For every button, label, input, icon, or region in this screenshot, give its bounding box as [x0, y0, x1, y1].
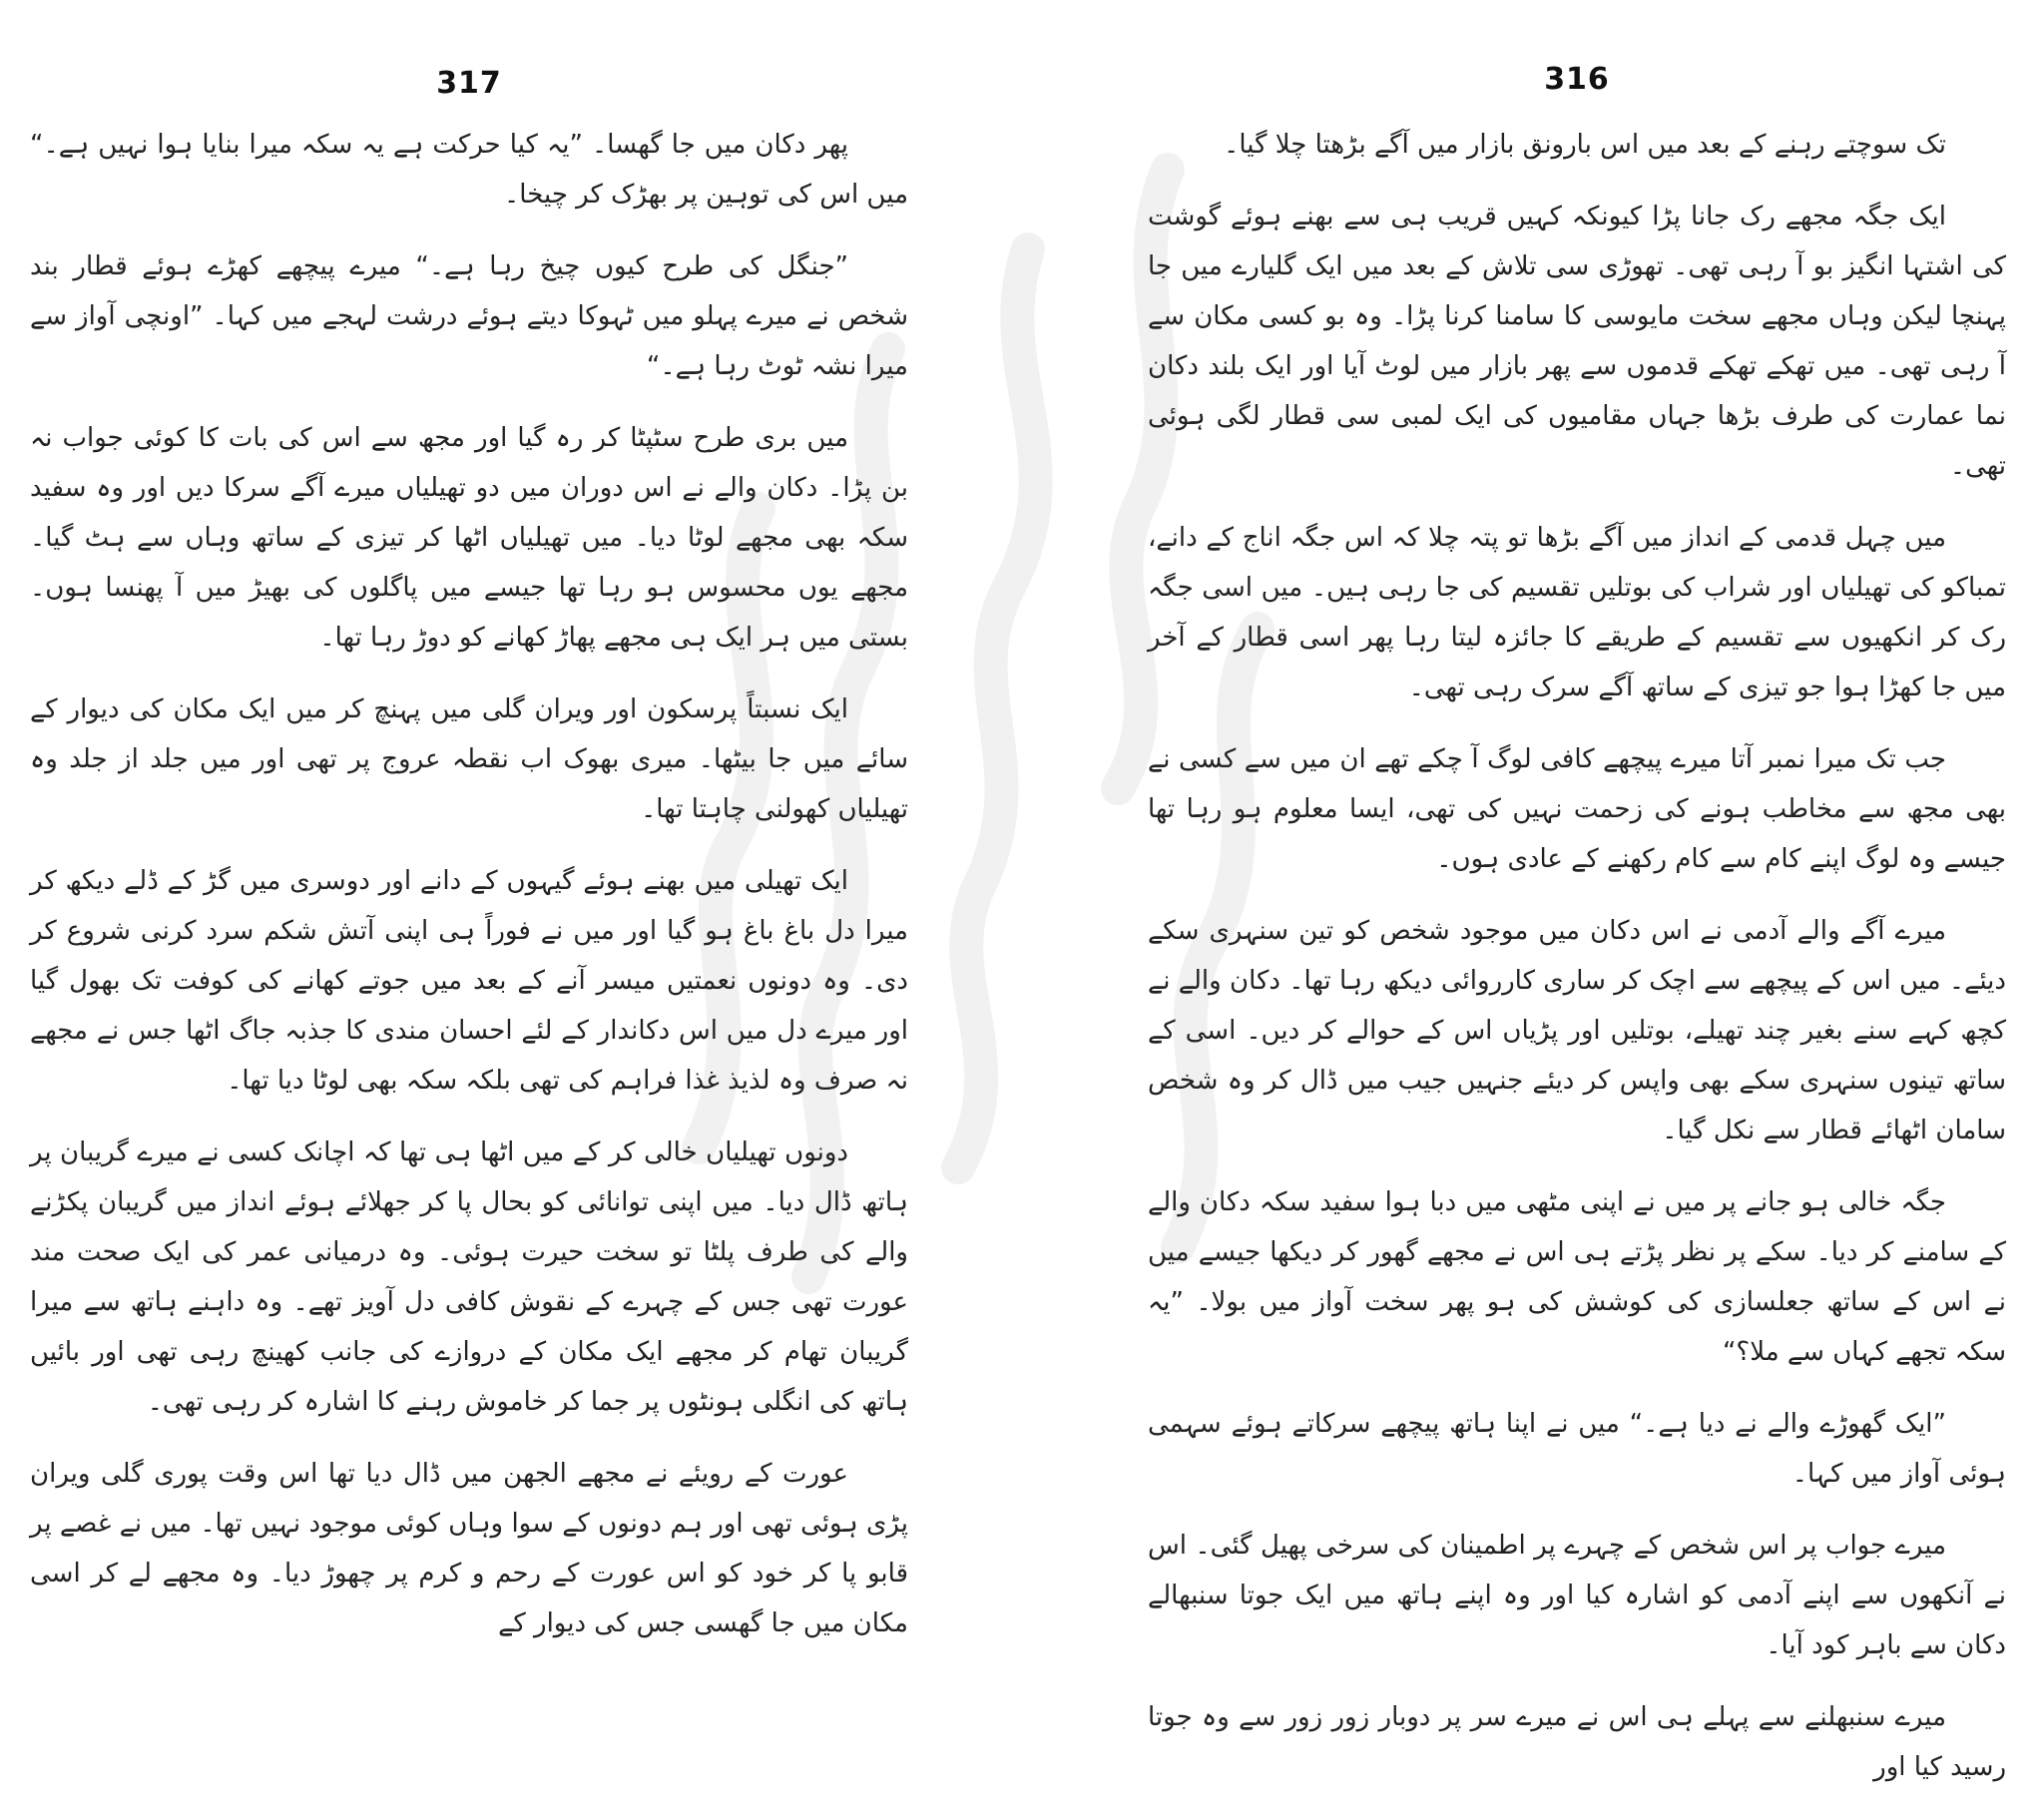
- paragraph: جب تک میرا نمبر آتا میرے پیچھے کافی لوگ آ چکے تھے ان میں سے کسی نے بھی مجھ سے مخاطب ہونے کی زحمت نہیں کی تھی، ایسا معلوم ہو رہا تھا جیسے وہ لوگ اپنے کام سے کام رکھنے کے عادی ہوں۔: [1148, 744, 2006, 874]
- paragraph: ایک تھیلی میں بھنے ہوئے گیہوں کے دانے اور دوسری میں گڑ کے ڈلے دیکھ کر میرا دل باغ باغ ہو گیا اور میں نے فوراً ہی اپنی آتش شکم سرد کرنی شروع کر دی۔ وہ دونوں نعمتیں میسر آنے کے بعد میں جوتے کھانے کی کوفت تک بھول گیا اور میرے دل میں اس دکاندار کے لئے احسان مندی کا جذبہ جاگ اٹھا جس نے مجھے نہ صرف وہ لذیذ غذا فراہم کی تھی بلکہ سکہ بھی لوٹا دیا تھا۔: [30, 866, 908, 1096]
- paragraph: میرے آگے والے آدمی نے اس دکان میں موجود شخص کو تین سنہری سکے دیئے۔ میں اس کے پیچھے سے اچک کر ساری کارروائی دیکھ رہا تھا۔ دکان والے نے کچھ کہے سنے بغیر چند تھیلے، بوتلیں اور پڑیاں اس کے حوالے کر دیں۔ اسی کے ساتھ تینوں سنہری سکے بھی واپس کر دیئے جنہیں جیب میں ڈال کر وہ شخص سامان اٹھائے قطار سے نکل گیا۔: [1148, 916, 2006, 1145]
- paragraph: میرے جواب پر اس شخص کے چہرے پر اطمینان کی سرخی پھیل گئی۔ اس نے آنکھوں سے اپنے آدمی کو اشارہ کیا اور وہ اپنے ہاتھ میں ایک جوتا سنبھالے دکان سے باہر کود آیا۔: [1148, 1531, 2006, 1660]
- left-page: [30, 0, 908, 1643]
- paragraph: میں چہل قدمی کے انداز میں آگے بڑھا تو پتہ چلا کہ اس جگہ اناج کے دانے، تمباکو کی تھیلیاں اور شراب کی بوتلیں تقسیم کی جا رہی ہیں۔ میں اسی جگہ رک کر انکھیوں سے تقسیم کے طریقے کا جائزہ لیتا رہا پھر اسی قطار کے آخر میں جا کھڑا ہوا جو تیزی کے ساتھ آگے سرک رہی تھی۔: [1148, 523, 2006, 702]
- page-number-right: 316: [1544, 62, 1610, 97]
- left-page-text: [30, 120, 908, 1670]
- paragraph: پھر دکان میں جا گھسا۔ ”یہ کیا حرکت ہے یہ سکہ میرا بنایا ہوا نہیں ہے۔“ میں اس کی توہین پر بھڑک کر چیخا۔: [30, 130, 908, 210]
- watermark-stroke: [958, 249, 1036, 1167]
- paragraph: میرے سنبھلنے سے پہلے ہی اس نے میرے سر پر دوبار زور زور سے وہ جوتا رسید کیا اور: [1148, 1702, 2006, 1782]
- right-page: [1148, 0, 2006, 1782]
- paragraph: ”ایک گھوڑے والے نے دیا ہے۔“ میں نے اپنا ہاتھ پیچھے سرکاتے ہوئے سہمی ہوئی آواز میں کہا۔: [1148, 1409, 2006, 1489]
- right-page-text: [1148, 120, 2006, 1814]
- page-number-left: 317: [436, 66, 502, 101]
- paragraph: ایک جگہ مجھے رک جانا پڑا کیونکہ کہیں قریب ہی سے بھنے ہوئے گوشت کی اشتہا انگیز بو آ رہی تھی۔ تھوڑی سی تلاش کے بعد میں ایک گلیارے میں جا پہنچا لیکن وہاں مجھے سخت مایوسی کا سامنا کرنا پڑا۔ وہ بو کسی مکان سے آ رہی تھی۔ میں تھکے تھکے قدموں سے پھر بازار میں لوٹ آیا اور ایک بلند دکان نما عمارت کی طرف بڑھا جہاں مقامیوں کی ایک لمبی سی قطار لگی ہوئی تھی۔: [1148, 202, 2006, 481]
- paragraph: میں بری طرح سٹپٹا کر رہ گیا اور مجھ سے اس کی بات کا کوئی جواب نہ بن پڑا۔ دکان والے نے اس دوران میں دو تھیلیاں میرے آگے سرکا دیں اور وہ سفید سکہ بھی مجھے لوٹا دیا۔ میں تھیلیاں اٹھا کر تیزی کے ساتھ وہاں سے ہٹ گیا۔ مجھے یوں محسوس ہو رہا تھا جیسے میں پاگلوں کی بھیڑ میں آ پھنسا ہوں۔ بستی میں ہر ایک ہی مجھے پھاڑ کھانے کو دوڑ رہا تھا۔: [30, 423, 908, 653]
- paragraph: ایک نسبتاً پرسکون اور ویران گلی میں پہنچ کر میں ایک مکان کی دیوار کے سائے میں جا بیٹھا۔ میری بھوک اب نقطہ عروج پر تھی اور میں جلد از جلد وہ تھیلیاں کھولنی چاہتا تھا۔: [30, 694, 908, 824]
- paragraph: عورت کے رویئے نے مجھے الجھن میں ڈال دیا تھا اس وقت پوری گلی ویران پڑی ہوئی تھی اور ہم دونوں کے سوا وہاں کوئی موجود نہیں تھا۔ میں نے غصے پر قابو پا کر خود کو اس عورت کے رحم و کرم پر چھوڑ دیا۔ وہ مجھے لے کر اسی مکان میں جا گھسی جس کی دیوار کے: [30, 1459, 908, 1638]
- paragraph: دونوں تھیلیاں خالی کر کے میں اٹھا ہی تھا کہ اچانک کسی نے میرے گریبان پر ہاتھ ڈال دیا۔ میں اپنی توانائی کو بحال پا کر جھلائے ہوئے انداز میں گریبان پکڑنے والے کی طرف پلٹا تو سخت حیرت ہوئی۔ وہ درمیانی عمر کی ایک صحت مند عورت تھی جس کے چہرے کے نقوش کافی دل آویز تھے۔ وہ داہنے ہاتھ سے میرا گریبان تھام کر مجھے ایک مکان کے دروازے کی جانب کھینچ رہی تھی اور بائیں ہاتھ کی انگلی ہونٹوں پر جما کر خاموش رہنے کا اشارہ کر رہی تھی۔: [30, 1137, 908, 1417]
- paragraph: ”جنگل کی طرح کیوں چیخ رہا ہے۔“ میرے پیچھے کھڑے ہوئے قطار بند شخص نے میرے پہلو میں ٹہوکا دیتے ہوئے درشت لہجے میں کہا۔ ”اونچی آواز سے میرا نشہ ٹوٹ رہا ہے۔“: [30, 251, 908, 381]
- paragraph: تک سوچتے رہنے کے بعد میں اس بارونق بازار میں آگے بڑھتا چلا گیا۔: [1224, 130, 1946, 160]
- paragraph: جگہ خالی ہو جانے پر میں نے اپنی مٹھی میں دبا ہوا سفید سکہ دکان والے کے سامنے کر دیا۔ سکے پر نظر پڑتے ہی اس نے مجھے گھور کر دیکھا جیسے میں نے اس کے ساتھ جعلسازی کی کوشش کی ہو پھر سخت آواز میں بولا۔ ”یہ سکہ تجھے کہاں سے ملا؟“: [1148, 1187, 2006, 1367]
